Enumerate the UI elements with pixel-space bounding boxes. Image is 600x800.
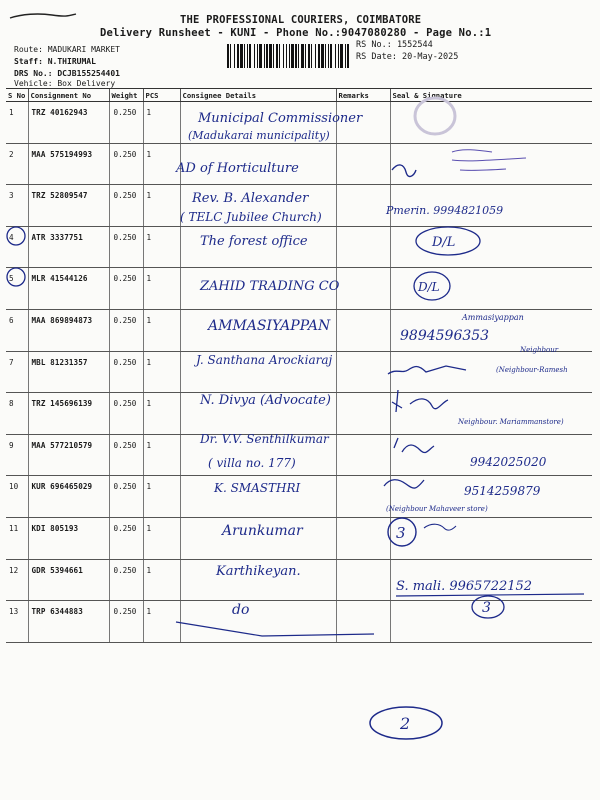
vehicle-label: Vehicle: (14, 79, 53, 88)
row-weight: 0.250 (109, 143, 143, 185)
row-weight: 0.250 (109, 559, 143, 601)
barcode-bar (240, 44, 243, 68)
hw-consignee-7: J. Santhana Arockiaraj (196, 353, 333, 367)
rs-date: RS Date: 20-May-2025 (356, 52, 459, 62)
barcode-bar (311, 44, 312, 68)
table-row (6, 102, 592, 144)
hw-consignee-8: N. Divya (Advocate) (200, 393, 331, 408)
hw-sig-8: Neighbour. Mariammanstore) (458, 418, 564, 426)
vehicle-line (14, 79, 115, 88)
row-consignment-no: MAA 575194993 (28, 143, 109, 185)
page-number-circle (370, 707, 442, 739)
row-signature (390, 309, 592, 351)
runsheet-table (6, 88, 592, 643)
table-row (6, 476, 592, 518)
row-signature (390, 143, 592, 185)
row-pcs: 1 (143, 268, 180, 310)
barcode-bar (345, 44, 346, 68)
barcode-bar (257, 44, 258, 68)
row-weight: 0.250 (109, 476, 143, 518)
barcode-bar (244, 44, 245, 68)
barcode-bar (227, 44, 229, 68)
row-consignee-details (180, 393, 336, 435)
row-signature (390, 226, 592, 268)
row-consignment-no: MBL 81231357 (28, 351, 109, 393)
row-consignee-details (180, 351, 336, 393)
table-row (6, 143, 592, 185)
table-row (6, 559, 592, 601)
row-consignment-no: TRZ 52809547 (28, 185, 109, 227)
page-number-handwritten: 2 (400, 714, 411, 733)
table-row (6, 517, 592, 559)
row-remarks (336, 476, 390, 518)
row-consignee-details (180, 434, 336, 476)
barcode-bar (283, 44, 284, 68)
row-sno: 13 (6, 601, 28, 643)
row-consignee-details (180, 185, 336, 227)
barcode-bar (328, 44, 329, 68)
hw-consignee-2: AD of Horticulture (176, 161, 299, 176)
row-remarks (336, 517, 390, 559)
barcode-bar (237, 44, 239, 68)
row-pcs: 1 (143, 309, 180, 351)
barcode-bar (289, 44, 290, 68)
hw-sig-3: Pmerin. 9994821059 (386, 204, 504, 217)
barcode-bar (279, 44, 280, 68)
row-consignee-details (180, 309, 336, 351)
hw-sig-11-num: 3 (396, 524, 406, 542)
row-weight: 0.250 (109, 601, 143, 643)
hw-consignee-10: K. SMASTHRI (214, 481, 301, 495)
hw-consignee-9b: ( villa no. 177) (208, 456, 296, 470)
hw-sig-12-num: 3 (482, 600, 491, 616)
row-weight: 0.250 (109, 351, 143, 393)
row-remarks (336, 559, 390, 601)
barcode-bar (273, 44, 274, 68)
table-row (6, 351, 592, 393)
col-pcs: PCS (143, 89, 180, 102)
row-remarks (336, 102, 390, 144)
hw-sig-6b: 9894596353 (400, 328, 490, 344)
route-label: Route: (14, 45, 43, 54)
row-sno: 7 (6, 351, 28, 393)
barcode-bar (347, 44, 349, 68)
row-signature (390, 102, 592, 144)
col-consignee: Consignee Details (180, 89, 336, 102)
table-row (6, 393, 592, 435)
row-consignee-details (180, 601, 336, 643)
barcode-bar (298, 44, 299, 68)
barcode-bar (269, 44, 272, 68)
barcode-bar (276, 44, 278, 68)
row-consignee-details (180, 143, 336, 185)
hw-consignee-1b: (Madukarai municipality) (188, 129, 330, 142)
barcode-bar (315, 44, 316, 68)
row-remarks (336, 601, 390, 643)
row-sno: 12 (6, 559, 28, 601)
row-weight: 0.250 (109, 393, 143, 435)
hw-sig-10a: 9514259879 (464, 484, 541, 498)
row-consignee-details (180, 268, 336, 310)
row-sno: 8 (6, 393, 28, 435)
row-signature (390, 559, 592, 601)
barcode-bar (318, 44, 320, 68)
hw-consignee-6: AMMASIYAPPAN (208, 318, 331, 334)
route-line (14, 45, 120, 54)
rs-number: RS No.: 1552544 (356, 40, 433, 50)
barcode (226, 44, 352, 68)
header-scribble (8, 6, 78, 26)
hw-consignee-3b: ( TELC Jubilee Church) (180, 210, 322, 224)
row-consignment-no: ATR 3337751 (28, 226, 109, 268)
row-signature (390, 185, 592, 227)
staff-label: Staff: (14, 57, 43, 66)
row-remarks (336, 434, 390, 476)
row-pcs: 1 (143, 476, 180, 518)
row-remarks (336, 185, 390, 227)
row-remarks (336, 268, 390, 310)
staff-value: N.THIRUMAL (47, 57, 96, 66)
hw-sig-7a: Neighbour (520, 346, 559, 354)
row-sno: 3 (6, 185, 28, 227)
table-row (6, 226, 592, 268)
hw-consignee-4: The forest office (200, 234, 308, 249)
barcode-bar (264, 44, 265, 68)
row-pcs: 1 (143, 226, 180, 268)
row-pcs: 1 (143, 102, 180, 144)
row-pcs: 1 (143, 351, 180, 393)
row-remarks (336, 226, 390, 268)
table-row (6, 268, 592, 310)
col-sno: S No (6, 89, 28, 102)
barcode-bar (249, 44, 251, 68)
row-sno: 9 (6, 434, 28, 476)
row-consignee-details (180, 102, 336, 144)
row-consignment-no: KUR 696465029 (28, 476, 109, 518)
barcode-bar (330, 44, 332, 68)
table-header-row (6, 89, 592, 102)
row-consignee-details (180, 559, 336, 601)
row-weight: 0.250 (109, 517, 143, 559)
staff-line (14, 57, 96, 66)
row-weight: 0.250 (109, 185, 143, 227)
row-pcs: 1 (143, 559, 180, 601)
row-sno: 1 (6, 102, 28, 144)
runsheet-subtitle: Delivery Runsheet - KUNI - Phone No.:9047080280 - Page No.:1 (100, 27, 492, 39)
row-consignment-no: TRP 6344883 (28, 601, 109, 643)
col-remarks: Remarks (336, 89, 390, 102)
drs-line (14, 69, 120, 78)
row-sno: 6 (6, 309, 28, 351)
row-pcs: 1 (143, 601, 180, 643)
row-signature (390, 434, 592, 476)
row-pcs: 1 (143, 517, 180, 559)
row-sno: 11 (6, 517, 28, 559)
barcode-bar (325, 44, 326, 68)
barcode-bar (340, 44, 343, 68)
hw-consignee-12: Karthikeyan. (216, 564, 301, 579)
row-consignee-details (180, 517, 336, 559)
row-consignee-details (180, 476, 336, 518)
row-weight: 0.250 (109, 434, 143, 476)
barcode-bar (321, 44, 324, 68)
vehicle-value: Box Delivery (57, 79, 116, 88)
barcode-bar (247, 44, 248, 68)
row-signature (390, 351, 592, 393)
row-remarks (336, 351, 390, 393)
row-weight: 0.250 (109, 102, 143, 144)
barcode-bar (335, 44, 336, 68)
barcode-bar (234, 44, 235, 68)
col-signature: Seal & Signature (390, 89, 592, 102)
row-consignee-details (180, 226, 336, 268)
row-signature (390, 393, 592, 435)
hw-consignee-11: Arunkumar (222, 523, 303, 539)
row-pcs: 1 (143, 434, 180, 476)
barcode-bar (259, 44, 262, 68)
row-signature (390, 601, 592, 643)
row-signature (390, 268, 592, 310)
table-row (6, 185, 592, 227)
table-row (6, 434, 592, 476)
row-signature (390, 517, 592, 559)
row-remarks (336, 309, 390, 351)
row-sno: 2 (6, 143, 28, 185)
row-pcs: 1 (143, 185, 180, 227)
hw-sig-7b: (Neighbour-Ramesh (496, 366, 568, 374)
barcode-bar (308, 44, 310, 68)
row-consignment-no: TRZ 145696139 (28, 393, 109, 435)
hw-sig-6a: Ammasiyappan (462, 313, 524, 322)
hw-sig-12: S. mali. 9965722152 (396, 579, 533, 594)
hw-consignee-5: ZAHID TRADING CO (200, 279, 340, 294)
row-consignment-no: TRZ 40162943 (28, 102, 109, 144)
row-consignment-no: GDR 5394661 (28, 559, 109, 601)
hw-sig-9: 9942025020 (470, 455, 547, 469)
hw-sig-4: D/L (432, 235, 456, 250)
row-pcs: 1 (143, 143, 180, 185)
row-consignment-no: MAA 577210579 (28, 434, 109, 476)
row-consignment-no: MLR 41544126 (28, 268, 109, 310)
drs-value: DCJB155254401 (57, 69, 120, 78)
row-signature (390, 476, 592, 518)
barcode-bar (266, 44, 268, 68)
hw-consignee-3a: Rev. B. Alexander (192, 191, 309, 206)
row-weight: 0.250 (109, 309, 143, 351)
hw-consignee-13: do (232, 602, 250, 618)
barcode-bar (305, 44, 306, 68)
barcode-bar (338, 44, 339, 68)
row-weight: 0.250 (109, 226, 143, 268)
barcode-bar (286, 44, 287, 68)
table-row (6, 601, 592, 643)
route-value: MADUKARI MARKET (47, 45, 120, 54)
col-weight: Weight (109, 89, 143, 102)
drs-label: DRS No.: (14, 69, 53, 78)
row-remarks (336, 143, 390, 185)
barcode-bar (254, 44, 255, 68)
barcode-bar (301, 44, 304, 68)
row-sno: 10 (6, 476, 28, 518)
hw-consignee-1a: Municipal Commissioner (198, 111, 363, 126)
barcode-bar (291, 44, 294, 68)
company-title: THE PROFESSIONAL COURIERS, COIMBATORE (180, 14, 422, 26)
barcode-bar (230, 44, 231, 68)
barcode-bar (295, 44, 297, 68)
row-weight: 0.250 (109, 268, 143, 310)
row-pcs: 1 (143, 393, 180, 435)
hw-consignee-9a: Dr. V.V. Senthilkumar (200, 432, 329, 446)
col-consignment: Consignment No (28, 89, 109, 102)
row-sno: 4 (6, 226, 28, 268)
hw-sig-10b: (Neighbour Mahaveer store) (386, 505, 488, 513)
hw-sig-5: D/L (418, 280, 440, 294)
row-consignment-no: KDI 805193 (28, 517, 109, 559)
row-consignment-no: MAA 869894873 (28, 309, 109, 351)
row-sno: 5 (6, 268, 28, 310)
row-remarks (336, 393, 390, 435)
table-row (6, 309, 592, 351)
